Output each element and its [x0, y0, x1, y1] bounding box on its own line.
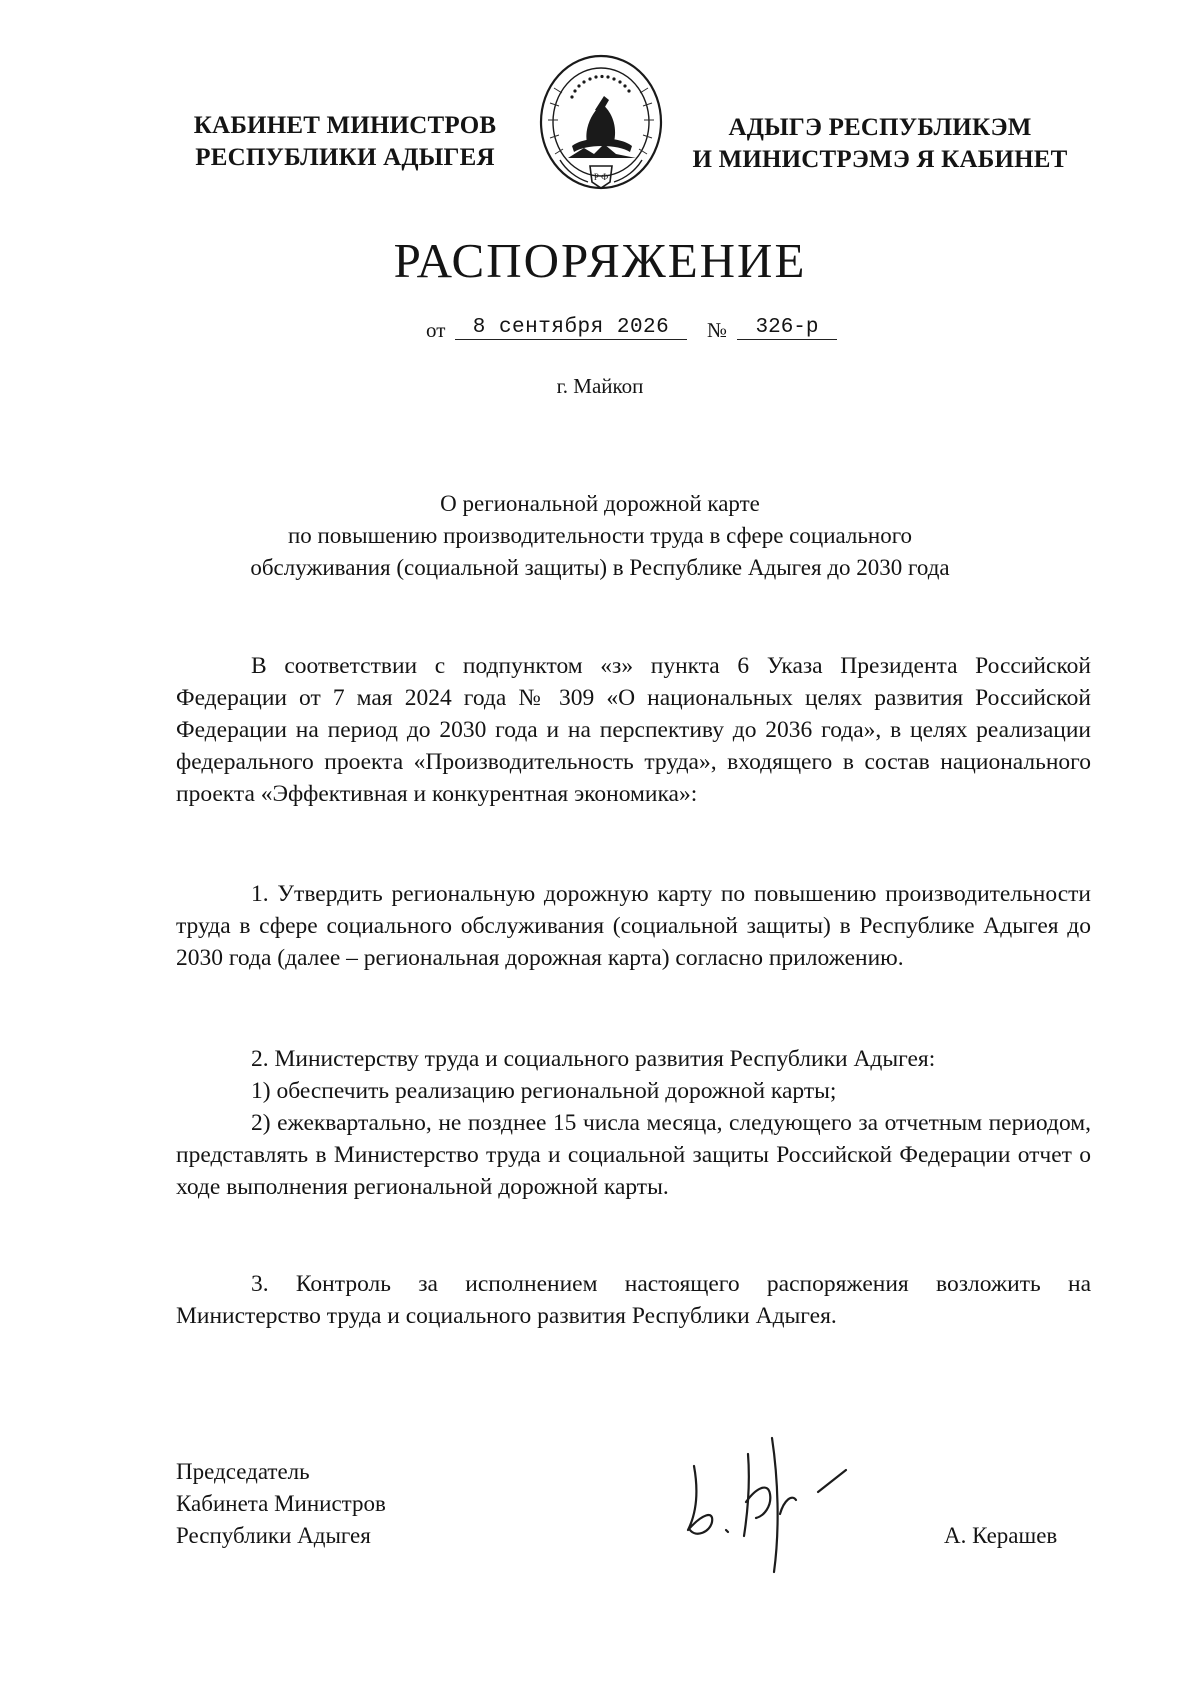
preamble-paragraph: В соответствии с подпунктом «з» пункта 6 Указа Президента Российской Федерации от 7 мая 2024 года № 309 «О национальных целях развития Российской Федерации на период до 2030 года и на перспективу до 2036 года», в целях реализации федерального проекта «Производительность труда», входящего в состав национального проекта «Эффективная и конкурентная экономика»: — [176, 653, 1091, 807]
document-title: РАСПОРЯЖЕНИЕ — [393, 233, 807, 288]
item-2-section — [176, 1043, 1091, 1203]
number-sign: № — [707, 318, 728, 342]
document-subject — [160, 488, 1040, 584]
signatory-title — [176, 1456, 386, 1552]
issuer-adyghe-line-1: АДЫГЭ РЕСПУБЛИКЭМ — [728, 114, 1032, 141]
signatory-title-line-1: Председатель — [176, 1459, 310, 1484]
item-2-1-paragraph: 1) обеспечить реализацию региональной дорожной карты; — [251, 1078, 837, 1104]
issuer-adyghe-line-2: И МИНИСТРЭМЭ Я КАБИНЕТ — [692, 146, 1068, 173]
signatory-title-line-3: Республики Адыгея — [176, 1523, 371, 1548]
issuer-name-russian — [180, 110, 510, 174]
subject-line-1: О региональной дорожной карте — [440, 491, 760, 516]
item-1-section — [176, 878, 1091, 974]
item-2-2-paragraph: 2) ежеквартально, не позднее 15 числа месяца, следующего за отчетным периодом, представлять в Министерство труда и социальной защиты Российской Федерации отчет о ходе выполнения региональной дорожной карты. — [176, 1110, 1091, 1200]
subject-line-3: обслуживания (социальной защиты) в Республике Адыгея до 2030 года — [250, 555, 950, 580]
svg-text:Р Ф: Р Ф — [593, 172, 609, 182]
adygea-coat-of-arms-icon — [532, 48, 670, 204]
preamble-section — [176, 650, 1091, 810]
item-1-paragraph: 1. Утвердить региональную дорожную карту по повышению производительности труда в сфере социального обслуживания (социальной защиты) в Республике Адыгея до 2030 года (далее – региональная дорожная карта) согласно приложению. — [176, 881, 1091, 971]
subject-line-2: по повышению производительности труда в сфере социального — [287, 523, 913, 548]
signatory-name: А. Керашев — [944, 1523, 1058, 1548]
issue-city: г. Майкоп — [556, 374, 644, 398]
item-2-paragraph: 2. Министерству труда и социального развития Республики Адыгея: — [251, 1046, 936, 1072]
date-prefix: от — [426, 318, 446, 342]
issuer-name-adyghe — [670, 112, 1090, 176]
issuer-line-1: КАБИНЕТ МИНИСТРОВ — [193, 112, 497, 139]
item-3-paragraph: 3. Контроль за исполнением настоящего распоряжения возложить на Министерство труда и социального развития Республики Адыгея. — [176, 1271, 1091, 1329]
handwritten-signature — [668, 1418, 868, 1578]
document-number: 326-р — [737, 316, 837, 340]
date-number-line — [0, 316, 1200, 346]
document-date: 8 сентября 2026 — [455, 316, 687, 340]
signatory-title-line-2: Кабинета Министров — [176, 1491, 386, 1516]
issuer-line-2: РЕСПУБЛИКИ АДЫГЕЯ — [195, 144, 495, 171]
item-3-section — [176, 1268, 1091, 1332]
